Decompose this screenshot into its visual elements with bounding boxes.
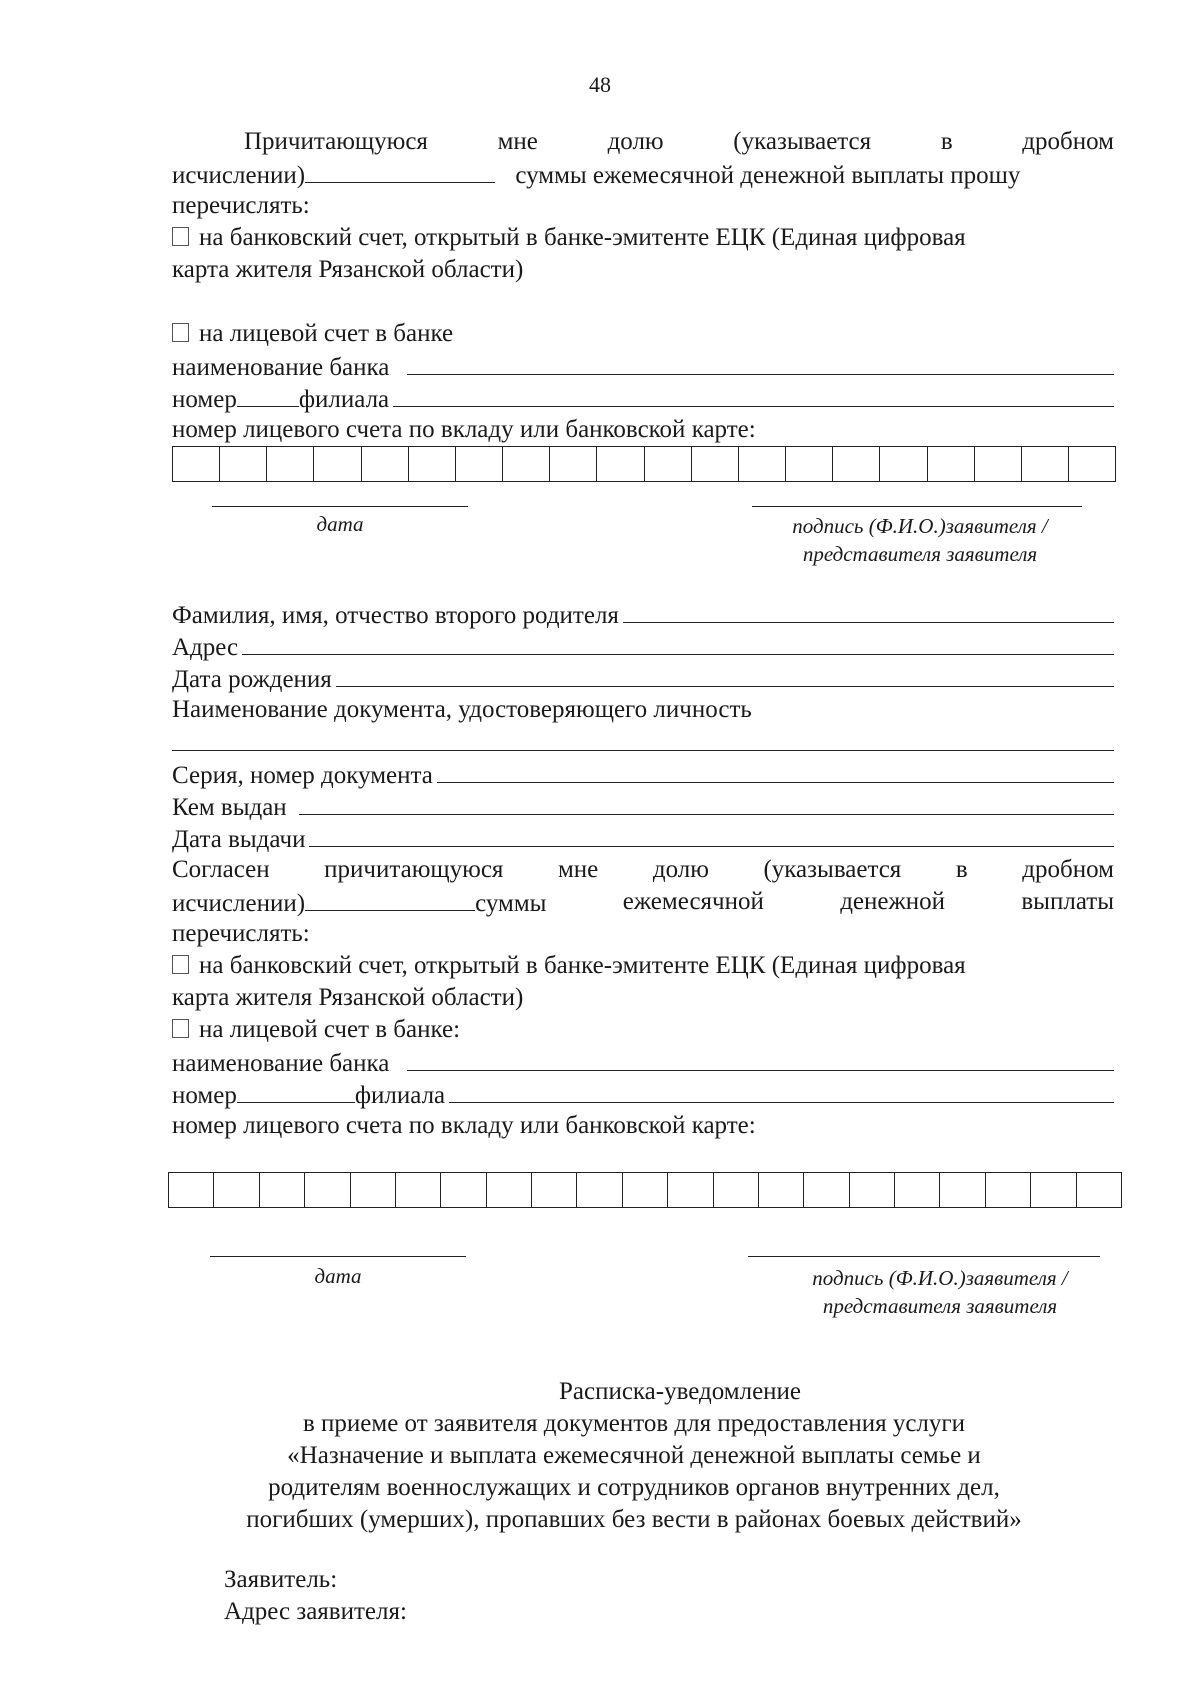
signature-caption: подпись (Ф.И.О.)заявителя / [792, 514, 1048, 538]
fraction-line [172, 158, 1114, 190]
option-personal-text: на лицевой счет в банке [199, 320, 454, 347]
consent-line [172, 854, 1114, 886]
card-checkbox[interactable] [172, 955, 189, 974]
number-field[interactable] [237, 382, 299, 407]
word: суммы [475, 890, 547, 917]
fraction-field[interactable] [305, 886, 475, 911]
fraction-field[interactable] [305, 158, 495, 183]
option-personal [172, 318, 1114, 350]
birth-date-label: Дата рождения [172, 666, 332, 693]
account-digit-cell[interactable] [1022, 447, 1069, 481]
word: в [955, 856, 968, 883]
bank-name-label: наименование банка [172, 354, 390, 381]
issued-by-field[interactable] [299, 790, 1114, 815]
parent-fio-label: Фамилия, имя, отчество второго родителя [172, 602, 619, 629]
number-label: номер [172, 386, 237, 413]
account-digit-cell[interactable] [314, 447, 361, 481]
account-digit-cell[interactable] [895, 1173, 940, 1207]
date-signature-line[interactable] [210, 1256, 466, 1257]
account-digit-cell[interactable] [668, 1173, 713, 1207]
branch-label: филиала [354, 1082, 446, 1109]
account-digit-cell[interactable] [975, 447, 1022, 481]
signature-caption: подпись (Ф.И.О.)заявителя / [812, 1266, 1068, 1290]
id-document-field[interactable] [172, 726, 1114, 751]
word: денежной [840, 888, 946, 915]
word: в [940, 128, 953, 155]
account-number-grid [172, 446, 1116, 482]
calc-prefix: исчислении) [172, 162, 306, 189]
option-card-text: на банковский счет, открытый в банке-эмитенте ЕЦК (Единая цифровая [199, 952, 966, 979]
applicant-signature-line[interactable] [752, 506, 1082, 507]
account-digit-cell[interactable] [833, 447, 880, 481]
calc-prefix-group [172, 886, 546, 918]
option-card [172, 950, 1114, 982]
bank-name-field[interactable] [407, 1046, 1114, 1071]
branch-field[interactable] [449, 1078, 1114, 1103]
account-digit-cell[interactable] [986, 1173, 1031, 1207]
series-row [172, 758, 1114, 790]
card-checkbox[interactable] [172, 227, 189, 246]
number-label: номер [172, 1082, 237, 1109]
account-digit-cell[interactable] [692, 447, 739, 481]
account-digit-cell[interactable] [214, 1173, 259, 1207]
account-number-grid [168, 1172, 1122, 1208]
issued-by-label: Кем выдан [172, 794, 287, 821]
word: дробном [1022, 128, 1114, 155]
branch-label: филиала [298, 386, 390, 413]
account-digit-cell[interactable] [786, 447, 833, 481]
account-digit-cell[interactable] [714, 1173, 759, 1207]
account-digit-cell[interactable] [804, 1173, 849, 1207]
fraction-line-2 [172, 886, 1114, 918]
receipt-line-2: «Назначение и выплата ежемесячной денежной выплаты семье и [287, 1442, 981, 1469]
date-caption: дата [316, 512, 364, 536]
account-digit-cell[interactable] [759, 1173, 804, 1207]
account-digit-cell[interactable] [220, 447, 267, 481]
account-label: номер лицевого счета по вкладу или банковской карте: [172, 1112, 756, 1139]
issue-date-row [172, 822, 1114, 854]
account-digit-cell[interactable] [597, 447, 644, 481]
bank-name-row [172, 1046, 1114, 1078]
account-digit-cell[interactable] [645, 447, 692, 481]
option-card [172, 222, 1114, 254]
issued-by-row [172, 790, 1114, 822]
word: выплаты [1021, 888, 1114, 915]
option-card-cont: карта жителя Рязанской области) [172, 984, 524, 1011]
id-document-label: Наименование документа, удостоверяющего личность [172, 696, 752, 723]
account-digit-cell[interactable] [928, 447, 975, 481]
applicant-signature-line[interactable] [748, 1256, 1100, 1257]
word: долю [652, 856, 709, 883]
calc-suffix: суммы ежемесячной денежной выплаты прошу [515, 162, 1021, 189]
account-digit-cell[interactable] [1031, 1173, 1076, 1207]
account-digit-cell[interactable] [169, 1173, 214, 1207]
account-digit-cell[interactable] [739, 447, 786, 481]
share-request-line [244, 126, 1114, 158]
option-card-text: на банковский счет, открытый в банке-эмитенте ЕЦК (Единая цифровая [199, 224, 966, 251]
account-digit-cell[interactable] [409, 447, 456, 481]
account-digit-cell[interactable] [577, 1173, 622, 1207]
parent-fio-row [172, 598, 1114, 630]
date-signature-line[interactable] [212, 506, 468, 507]
date-caption: дата [314, 1264, 362, 1288]
bank-name-field[interactable] [407, 350, 1114, 375]
series-field[interactable] [437, 758, 1114, 783]
word: долю [607, 128, 664, 155]
bank-name-label: наименование банка [172, 1050, 390, 1077]
issue-date-label: Дата выдачи [172, 826, 306, 853]
account-digit-cell[interactable] [532, 1173, 577, 1207]
word: дробном [1022, 856, 1114, 883]
account-digit-cell[interactable] [503, 447, 550, 481]
page-number: 48 [589, 72, 611, 97]
account-digit-cell[interactable] [441, 1173, 486, 1207]
word: ежемесячной [622, 888, 764, 915]
transfer-label: перечислять: [172, 920, 310, 947]
receipt-title: Расписка-уведомление [558, 1378, 802, 1405]
account-digit-cell[interactable] [305, 1173, 350, 1207]
receipt-line-1: в приеме от заявителя документов для предоставления услуги [302, 1410, 966, 1437]
receipt-line-4: погибших (умерших), пропавших без вести в районах боевых действий» [246, 1506, 1022, 1533]
account-digit-cell[interactable] [623, 1173, 668, 1207]
account-digit-cell[interactable] [362, 447, 409, 481]
account-digit-cell[interactable] [487, 1173, 532, 1207]
account-digit-cell[interactable] [351, 1173, 396, 1207]
signature-caption-cont: представителя заявителя [802, 542, 1038, 566]
signature-caption-cont: представителя заявителя [822, 1294, 1058, 1318]
account-label: номер лицевого счета по вкладу или банковской карте: [172, 416, 756, 443]
account-digit-cell[interactable] [1077, 1173, 1121, 1207]
branch-row [172, 1078, 1114, 1110]
word: мне [557, 856, 599, 883]
word: (указывается [733, 128, 872, 155]
account-digit-cell[interactable] [396, 1173, 441, 1207]
account-digit-cell[interactable] [880, 447, 927, 481]
account-digit-cell[interactable] [267, 447, 314, 481]
bank-name-row [172, 350, 1114, 382]
birth-date-row [172, 662, 1114, 694]
series-label: Серия, номер документа [172, 762, 433, 789]
parent-fio-field[interactable] [623, 598, 1114, 623]
word: мне [497, 128, 538, 155]
personal-account-checkbox[interactable] [172, 323, 189, 342]
word: (указывается [763, 856, 902, 883]
personal-account-checkbox[interactable] [172, 1019, 189, 1038]
issue-date-field[interactable] [309, 822, 1114, 847]
word: Причитающуюся [244, 128, 428, 155]
option-personal-text: на лицевой счет в банке: [199, 1016, 461, 1043]
transfer-label: перечислять: [172, 192, 310, 219]
account-digit-cell[interactable] [260, 1173, 305, 1207]
address-label: Адрес [172, 634, 239, 661]
account-digit-cell[interactable] [173, 447, 220, 481]
account-digit-cell[interactable] [850, 1173, 895, 1207]
word: причитающуюся [324, 856, 504, 883]
word: Согласен [172, 856, 270, 883]
branch-row [172, 382, 1114, 414]
applicant-label: Заявитель: [224, 1566, 338, 1593]
account-digit-cell[interactable] [940, 1173, 985, 1207]
number-field[interactable] [237, 1078, 355, 1103]
address-field[interactable] [242, 630, 1114, 655]
calc-prefix: исчислении) [172, 890, 306, 917]
branch-field[interactable] [393, 382, 1114, 407]
birth-date-field[interactable] [336, 662, 1114, 687]
address-row [172, 630, 1114, 662]
id-document-row [172, 726, 1114, 758]
receipt-line-3: родителям военнослужащих и сотрудников органов внутренних дел, [268, 1474, 1000, 1501]
applicant-address-label: Адрес заявителя: [224, 1598, 407, 1625]
account-digit-cell[interactable] [1069, 447, 1115, 481]
option-card-cont: карта жителя Рязанской области) [172, 256, 524, 283]
account-digit-cell[interactable] [550, 447, 597, 481]
option-personal [172, 1014, 1114, 1046]
account-digit-cell[interactable] [456, 447, 503, 481]
